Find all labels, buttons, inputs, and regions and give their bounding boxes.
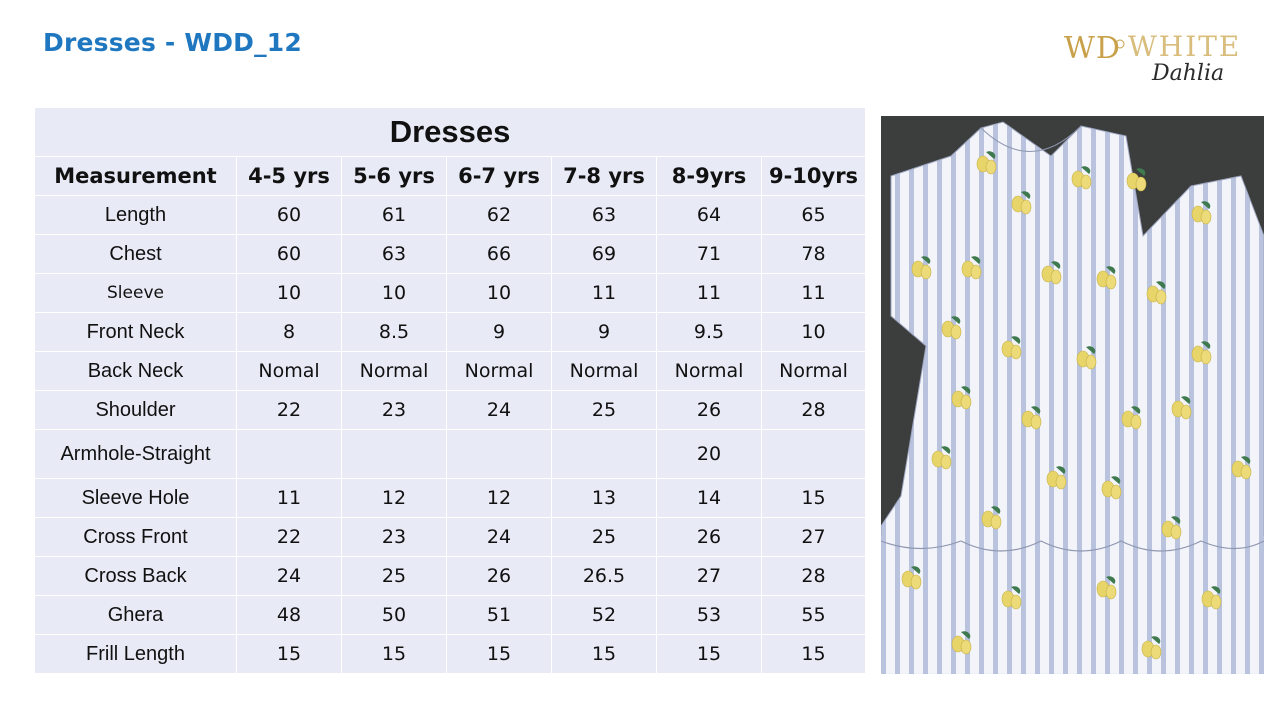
table-cell: 23 bbox=[342, 391, 447, 430]
table-cell bbox=[762, 430, 866, 479]
table-cell: 15 bbox=[552, 635, 657, 674]
table-cell bbox=[447, 430, 552, 479]
table-cell: 8 bbox=[237, 313, 342, 352]
table-cell: 25 bbox=[342, 557, 447, 596]
header-size: 9-10yrs bbox=[762, 157, 866, 196]
table-row bbox=[35, 352, 866, 391]
row-label: Sleeve bbox=[35, 274, 237, 313]
table-row bbox=[35, 596, 866, 635]
header-measurement: Measurement bbox=[35, 157, 237, 196]
size-chart-table bbox=[34, 107, 866, 674]
row-label: Armhole-Straight bbox=[35, 430, 237, 479]
table-cell: 10 bbox=[237, 274, 342, 313]
table-cell: 28 bbox=[762, 391, 866, 430]
row-label: Frill Length bbox=[35, 635, 237, 674]
table-cell bbox=[342, 430, 447, 479]
table-cell: Normal bbox=[552, 352, 657, 391]
table-cell: 23 bbox=[342, 518, 447, 557]
row-label: Chest bbox=[35, 235, 237, 274]
table-row bbox=[35, 196, 866, 235]
table-row bbox=[35, 391, 866, 430]
table-row bbox=[35, 313, 866, 352]
brand-logo bbox=[1060, 24, 1260, 88]
table-cell: 22 bbox=[237, 518, 342, 557]
table-cell: 11 bbox=[657, 274, 762, 313]
table-cell: 11 bbox=[237, 479, 342, 518]
product-photo bbox=[881, 116, 1264, 674]
table-cell: 50 bbox=[342, 596, 447, 635]
table-cell: 24 bbox=[447, 391, 552, 430]
table-row bbox=[35, 274, 866, 313]
table-cell: 25 bbox=[552, 391, 657, 430]
svg-text:WHITE: WHITE bbox=[1128, 30, 1242, 63]
table-caption: Dresses bbox=[35, 108, 866, 157]
table-cell: Normal bbox=[762, 352, 866, 391]
row-label: Sleeve Hole bbox=[35, 479, 237, 518]
table-row bbox=[35, 518, 866, 557]
table-cell: 51 bbox=[447, 596, 552, 635]
table-cell: Normal bbox=[342, 352, 447, 391]
table-row bbox=[35, 479, 866, 518]
table-cell: Nomal bbox=[237, 352, 342, 391]
table-cell: 22 bbox=[237, 391, 342, 430]
table-row bbox=[35, 430, 866, 479]
table-cell: 25 bbox=[552, 518, 657, 557]
header-size: 7-8 yrs bbox=[552, 157, 657, 196]
table-cell: 65 bbox=[762, 196, 866, 235]
table-cell: 71 bbox=[657, 235, 762, 274]
header-size: 4-5 yrs bbox=[237, 157, 342, 196]
table-cell: 69 bbox=[552, 235, 657, 274]
table-cell: 12 bbox=[342, 479, 447, 518]
table-cell: 24 bbox=[237, 557, 342, 596]
table-cell: 12 bbox=[447, 479, 552, 518]
table-cell: 62 bbox=[447, 196, 552, 235]
table-row bbox=[35, 557, 866, 596]
table-cell: 53 bbox=[657, 596, 762, 635]
row-label: Ghera bbox=[35, 596, 237, 635]
table-cell: 14 bbox=[657, 479, 762, 518]
table-cell: 60 bbox=[237, 196, 342, 235]
table-cell: 64 bbox=[657, 196, 762, 235]
table-cell: 15 bbox=[447, 635, 552, 674]
table-cell: 26 bbox=[447, 557, 552, 596]
table-cell: 52 bbox=[552, 596, 657, 635]
table-cell: 28 bbox=[762, 557, 866, 596]
table-cell: 15 bbox=[762, 479, 866, 518]
table-cell: 11 bbox=[552, 274, 657, 313]
table-cell: 10 bbox=[342, 274, 447, 313]
row-label: Cross Back bbox=[35, 557, 237, 596]
table-cell: Normal bbox=[657, 352, 762, 391]
table-cell: 10 bbox=[762, 313, 866, 352]
table-cell: 55 bbox=[762, 596, 866, 635]
table-cell: 13 bbox=[552, 479, 657, 518]
table-cell: 61 bbox=[342, 196, 447, 235]
table-cell: 9 bbox=[447, 313, 552, 352]
table-cell: 11 bbox=[762, 274, 866, 313]
table-cell: 8.5 bbox=[342, 313, 447, 352]
table-cell: 63 bbox=[342, 235, 447, 274]
table-cell: 15 bbox=[762, 635, 866, 674]
table-cell: 9 bbox=[552, 313, 657, 352]
header-size: 5-6 yrs bbox=[342, 157, 447, 196]
table-cell: 26 bbox=[657, 391, 762, 430]
table-cell bbox=[237, 430, 342, 479]
table-cell: 63 bbox=[552, 196, 657, 235]
svg-text:Dahlia: Dahlia bbox=[1152, 61, 1225, 86]
table-cell: 9.5 bbox=[657, 313, 762, 352]
table-cell: 60 bbox=[237, 235, 342, 274]
table-cell: 10 bbox=[447, 274, 552, 313]
table-cell: 27 bbox=[762, 518, 866, 557]
table-cell: 27 bbox=[657, 557, 762, 596]
table-cell: 26 bbox=[657, 518, 762, 557]
table-cell: Normal bbox=[447, 352, 552, 391]
table-cell: 26.5 bbox=[552, 557, 657, 596]
table-cell: 78 bbox=[762, 235, 866, 274]
row-label: Shoulder bbox=[35, 391, 237, 430]
table-row bbox=[35, 635, 866, 674]
table-cell: 15 bbox=[657, 635, 762, 674]
table-cell: 66 bbox=[447, 235, 552, 274]
row-label: Cross Front bbox=[35, 518, 237, 557]
table-cell bbox=[552, 430, 657, 479]
table-cell: 15 bbox=[237, 635, 342, 674]
row-label: Length bbox=[35, 196, 237, 235]
table-row bbox=[35, 235, 866, 274]
row-label: Back Neck bbox=[35, 352, 237, 391]
page-title: Dresses - WDD_12 bbox=[43, 28, 302, 57]
header-size: 8-9yrs bbox=[657, 157, 762, 196]
row-label: Front Neck bbox=[35, 313, 237, 352]
table-cell: 20 bbox=[657, 430, 762, 479]
svg-text:WD: WD bbox=[1064, 31, 1121, 66]
table-cell: 48 bbox=[237, 596, 342, 635]
table-cell: 15 bbox=[342, 635, 447, 674]
header-size: 6-7 yrs bbox=[447, 157, 552, 196]
table-cell: 24 bbox=[447, 518, 552, 557]
